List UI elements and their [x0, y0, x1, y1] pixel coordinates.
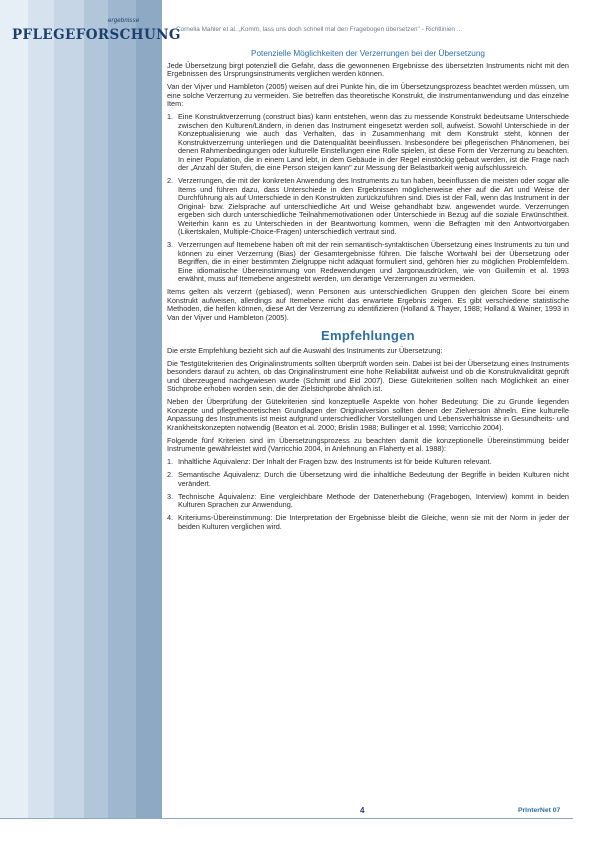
paragraph: Die Testgütekriterien des Originalinstruments sollten überprüft worden sein. Dabei ist bei der Übersetzung eines Instruments besonders darauf zu achten, ob das Originalinstrument eine hohe Reliabilität aufweist und ob die Konstruktvalidität geprüft und überzeugend nachgewiesen wurde (Schmitt und Eid 2007). Diese Gütekriterien sollten nach Möglichkeit an einer Stichprobe erhoben worden sein, die der Zielstichprobe ähnlich ist.	[167, 358, 569, 393]
list-text: Semantische Äquivalenz: Durch die Übersetzung wird die inhaltliche Bedeutung der Begriffe in beiden Kulturen nicht verändert.	[178, 470, 569, 488]
page-number: 4	[360, 806, 365, 815]
footer-divider	[0, 818, 573, 819]
paragraph: Van der Vijver und Hambleton (2005) weisen auf drei Punkte hin, die im Übersetzungsprozess beachtet werden müssen, um eine solche Verzerrung zu vermeiden. Sie betreffen das theoretische Konstrukt, die Instrumentanwendung und das einzelne Item:	[167, 82, 569, 108]
stripe	[108, 0, 136, 818]
list-text: Eine Konstruktverzerrung (construct bias) kann entstehen, wenn das zu messende Konstrukt bedeutsame Unterschiede zwischen den Kulturen/Ländern, in denen das Instrument eingesetzt werden soll, aufweist. Sowohl Unterschiede in der Konzeptualisierung wie auch das Verhalten, das in Zusammenhang mit dem Konstrukt steht, können der Konstruktverzerrung unterliegen und die Datenqualität beeinflussen. Insbesondere bei pflegerischen Phänomenen, bei denen Rahmenbedingungen oder kulturelle Einstellungen eine Rolle spielen, ist diese Form der Verzerrung zu beachten. In einer Population, die in einem Land lebt, in dem Gebäude in der Regel einstöckig gebaut werden, ist die Frage nach der „Anzahl der Stufen, die eine Person steigen kann" zur Messung der Belastbarkeit wenig aufschlussreich.	[178, 112, 569, 172]
list-number: 2.	[167, 470, 174, 479]
list-number: 1.	[167, 457, 174, 466]
list-item	[167, 514, 569, 531]
logo-subtitle: ergebnisse	[108, 18, 140, 24]
journal-name: PrInterNet 07	[518, 807, 561, 814]
running-header: Cornelia Mahler et al. „Komm, lass uns doch schnell mal den Fragebogen übersetzen" - Richtlinien ...	[176, 26, 463, 33]
decorative-side-stripes	[0, 0, 162, 818]
stripe	[28, 0, 54, 818]
paragraph: Folgende fünf Kriterien sind im Übersetzungsprozess zu beachten damit die konzeptionelle Übereinstimmung beider Instrumente gewährleistet wird (Varricchio 2004, in Anlehnung an Flaherty et al. 1988):	[167, 435, 569, 453]
list-item	[167, 458, 569, 467]
list-text: Technische Äquivalenz: Eine vergleichbare Methode der Datenerhebung (Fragebogen, Interview) kommt in beiden Kulturen Sprachen zur Anwendung.	[178, 491, 569, 509]
list-text: Kriteriums-Übereinstimmung: Die Interpretation der Ergebnisse bleibt die Gleiche, wenn sie mit der Norm in jeder der beiden Kulturen verglichen wird.	[178, 513, 569, 531]
list-item	[167, 113, 569, 173]
list-item	[167, 241, 569, 284]
list-number: 4.	[167, 513, 174, 522]
list-number: 1.	[167, 112, 174, 121]
list-item	[167, 493, 569, 510]
paragraph: Items gelten als verzerrt (gebiased), wenn Personen aus unterschiedlichen Gruppen den gleichen Score bei einem Konstrukt aufweisen, allerdings auf Itemebene nicht das erwartete Ergebnis zeigen. Es gibt verschiedene statistische Methoden, die helfen können, diese Art der Verzerrung zu identifizieren (Holland & Thayer, 1988; Holland & Wainer, 1993 in Van der Vijver und Hambleton (2005).	[167, 287, 569, 322]
list-item	[167, 177, 569, 237]
section-subtitle: Potenzielle Möglichkeiten der Verzerrungen bei der Übersetzung	[251, 49, 485, 58]
list-text: Verzerrungen auf Itemebene haben oft mit der rein semantisch-syntaktischen Übersetzung eines Instruments zu tun und können zu einer Verzerrung (Bias) der Gesamtergebnisse führen. Die falsche Wortwahl bei der Übersetzung oder Begriffen, die in einer bestimmten Zielgruppe nicht adäquat formuliert sind, gehören hier zu möglichen Problemfeldern. Eine idiomatische Übereinstimmung von Redewendungen und Jargonausdrücken, wie von Guillemin et al. 1993 erwähnt, muss auf Itemebene angestrebt werden, um derartige Verzerrungen zu vermeiden.	[178, 240, 569, 283]
list-number: 3.	[167, 491, 174, 501]
stripe	[0, 0, 28, 818]
list-text: Inhaltliche Äquivalenz: Der Inhalt der Fragen bzw. des Instruments ist für beide Kulturen relevant.	[178, 457, 492, 466]
stripe	[84, 0, 108, 818]
list-item	[167, 471, 569, 488]
article-body	[167, 50, 569, 536]
paragraph: Neben der Überprüfung der Gütekriterien sind konzeptuelle Aspekte von hoher Bedeutung: Die zu Grunde liegenden Konzepte und pflegetheoretischen Grundlagen der Originalversion sollten denen der Zielversion ähneln. Eine kulturelle Anpassung des Instruments ist meist aufgrund unterschiedlicher Vorstellungen und Lebensverhältnisse in Gesundheits- und Krankheitskonzepten notwendig (Beaton et al. 2000; Brislin 1988; Bullinger et al. 1998; Varricchio 2004).	[167, 397, 569, 432]
paragraph: Die erste Empfehlung bezieht sich auf die Auswahl des Instruments zur Übersetzung:	[167, 345, 443, 355]
list-text: Verzerrungen, die mit der konkreten Anwendung des Instruments zu tun haben, beeinflussen die meisten oder sogar alle Items und führen dazu, dass Unterschiede in den Ergebnissen möglicherweise eher auf die Art und Weise der Durchführung als auf Unterschiede in den Konstrukten zurückzuführen sind. Dies ist der Fall, wenn das Instrument in der Original- bzw. Zielsprache auf unterschiedliche Art und Weise gehandhabt bzw. angewendet wurde. Verzerrungen ergeben sich durch unterschiedliche Teilnahmemotivationen oder Unterschiede in Bezug auf die soziale Erwünschtheit. Weiterhin kann es zu Unterschieden in der Beantwortung kommen, wenn die Befragten mit den Antwortvorgaben (Likertskalen, Multiple-Choice-Fragen) unterschiedlich vertraut sind.	[178, 176, 569, 236]
section-title: Empfehlungen	[321, 328, 415, 343]
logo-title: PFLEGEFORSCHUNG	[12, 27, 181, 43]
list-number: 2.	[167, 176, 174, 185]
stripe	[136, 0, 162, 818]
list-number: 3.	[167, 240, 174, 249]
paragraph: Jede Übersetzung birgt potenziell die Gefahr, dass die gewonnenen Ergebnisse des übersetzten Instruments nicht mit den Ergebnissen des Ursprungsinstruments verglichen werden können.	[167, 60, 569, 78]
stripe	[54, 0, 84, 818]
journal-logo	[12, 18, 181, 48]
